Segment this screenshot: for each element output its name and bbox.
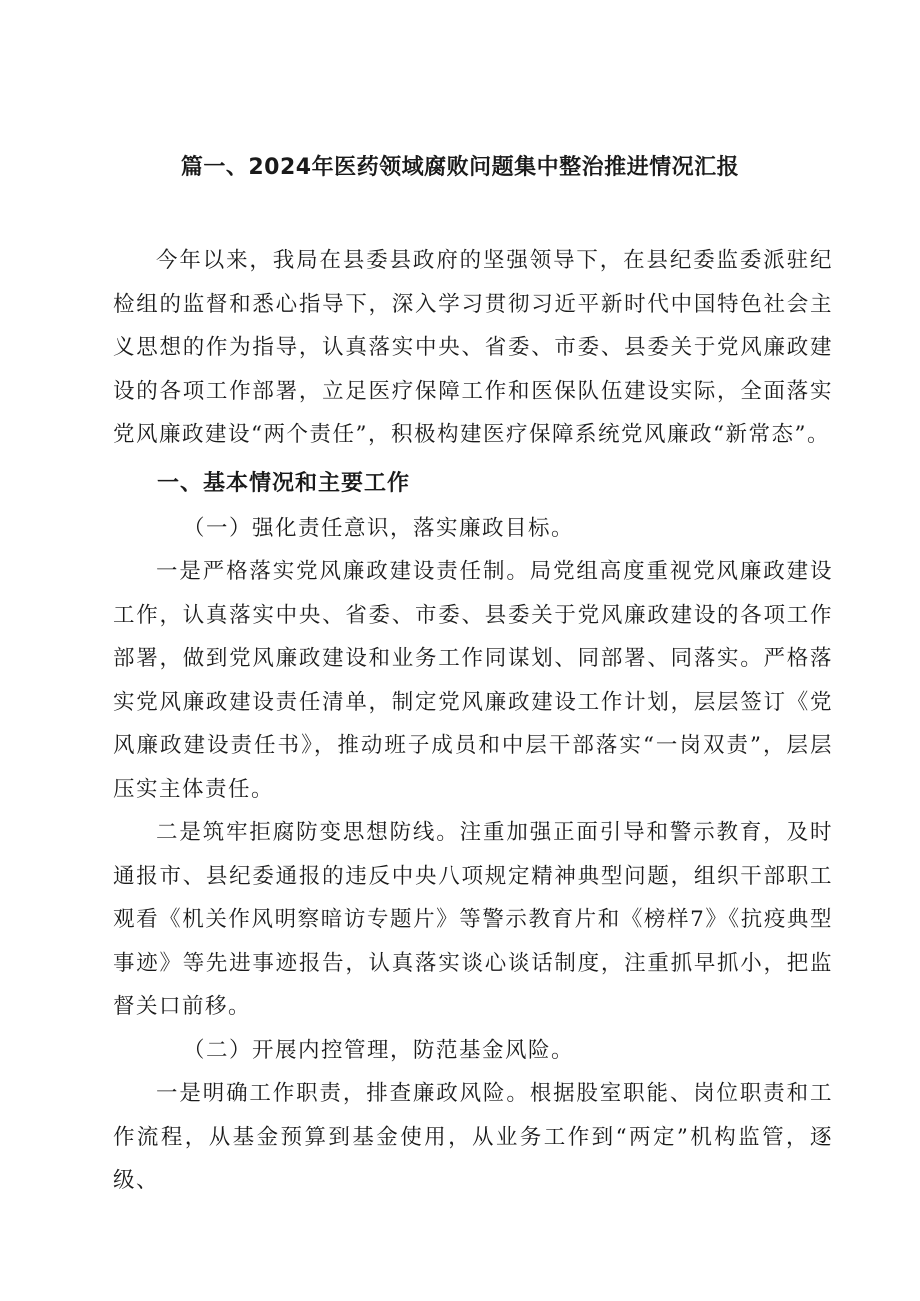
paragraph-anti-corruption-defense: 二是筑牢拒腐防变思想防线。注重加强正面引导和警示教育，及时通报市、县纪委通报的违反中央八项规定精神典型问题，组织干部职工观看《机关作风明察暗访专题片》等警示教育片和《榜样7》《抗疫典型事迹》等先进事迹报告，认真落实谈心谈话制度，注重抓早抓小，把监督关口前移。 <box>113 820 833 1019</box>
section-heading-basic-situation: 一、基本情况和主要工作 <box>157 470 411 496</box>
paragraph-responsibility-system: 一是严格落实党风廉政建设责任制。局党组高度重视党风廉政建设工作，认真落实中央、省委、市委、县委关于党风廉政建设的各项工作部署，做到党风廉政建设和业务工作同谋划、同部署、同落实。严格落实党风廉政建设责任清单，制定党风廉政建设工作计划，层层签订《党风廉政建设责任书》，推动班子成员和中层干部落实“一岗双责”，层层压实主体责任。 <box>113 559 833 802</box>
document-body <box>113 239 833 1203</box>
intro-paragraph: 今年以来，我局在县委县政府的坚强领导下，在县纪委监委派驻纪检组的监督和悉心指导下，深入学习贯彻习近平新时代中国特色社会主义思想的作为指导，认真落实中央、省委、市委、县委关于党风廉政建设的各项工作部署，立足医疗保障工作和医保队伍建设实际，全面落实党风廉政建设“两个责任”，积极构建医疗保障系统党风廉政“新常态”。 <box>113 248 833 447</box>
subsection-heading-responsibility: （一）强化责任意识，落实廉政目标。 <box>183 515 575 541</box>
paragraph-duties-risk-check: 一是明确工作职责，排查廉政风险。根据股室职能、岗位职责和工作流程，从基金预算到基金使用，从业务工作到“两定”机构监管，逐级、 <box>113 1081 833 1193</box>
document-title: 篇一、2024年医药领域腐败问题集中整治推进情况汇报 <box>180 155 740 180</box>
subsection-heading-internal-control: （二）开展内控管理，防范基金风险。 <box>183 1037 575 1063</box>
